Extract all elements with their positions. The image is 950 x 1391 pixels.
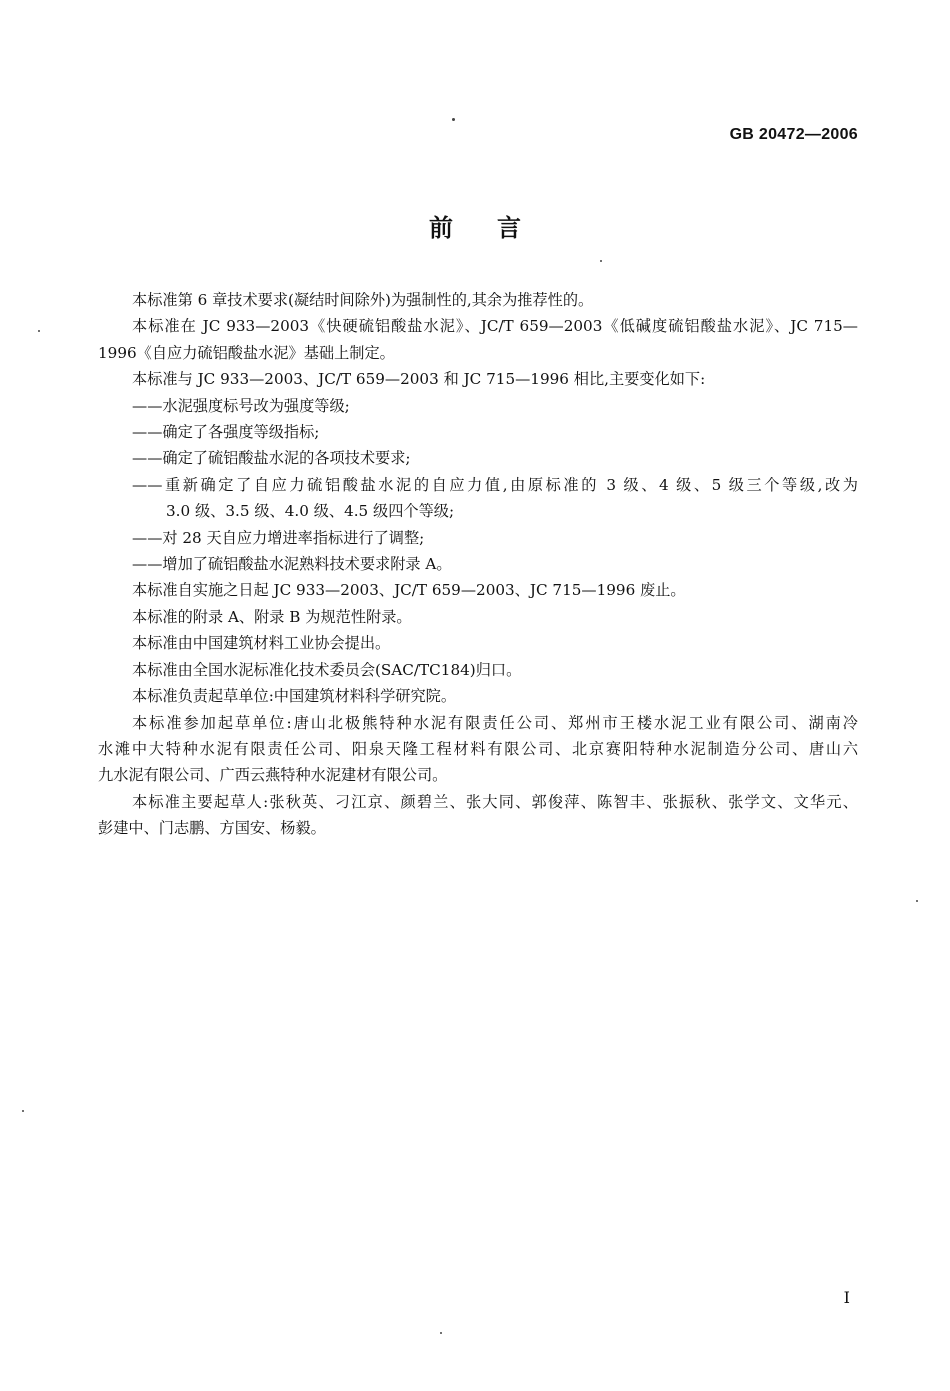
scan-speck (38, 330, 40, 332)
paragraph-annexes: 本标准的附录 A、附录 B 为规范性附录。 (132, 607, 412, 626)
page-title: 前言 (429, 214, 565, 242)
paragraph-lead-drafter: 本标准负责起草单位:中国建筑材料科学研究院。 (132, 687, 457, 706)
scan-speck (22, 1110, 24, 1112)
scan-speck (440, 1332, 442, 1334)
change-item-1: ——水泥强度标号改为强度等级; (132, 396, 350, 415)
document-code: GB 20472—2006 (729, 126, 858, 143)
change-item-3: ——确定了硫铝酸盐水泥的各项技术要求; (132, 449, 411, 468)
paragraph-participants-line-3: 九水泥有限公司、广西云燕特种水泥建材有限公司。 (98, 766, 448, 785)
paragraph-proposer: 本标准由中国建筑材料工业协会提出。 (132, 634, 391, 653)
change-item-4-line-2: 3.0 级、3.5 级、4.0 级、4.5 级四个等级; (166, 502, 455, 521)
change-item-6: ——增加了硫铝酸盐水泥熟料技术要求附录 A。 (132, 555, 452, 574)
paragraph-participants-line-2: 水滩中大特种水泥有限责任公司、阳泉天隆工程材料有限公司、北京赛阳特种水泥制造分公司、唐山六 (98, 739, 858, 758)
paragraph-supersedes: 本标准自实施之日起 JC 933—2003、JC/T 659—2003、JC 715—1996 废止。 (132, 581, 686, 600)
paragraph-participants-line-1: 本标准参加起草单位:唐山北极熊特种水泥有限责任公司、郑州市王楼水泥工业有限公司、湖南冷 (132, 713, 858, 732)
scan-speck (916, 900, 918, 902)
change-item-4-line-1: ——重新确定了自应力硫铝酸盐水泥的自应力值,由原标准的 3 级、4 级、5 级三个等级,改为 (132, 475, 858, 494)
paragraph-changes-intro: 本标准与 JC 933—2003、JC/T 659—2003 和 JC 715—1996 相比,主要变化如下: (132, 370, 706, 389)
scan-speck (452, 118, 455, 121)
change-item-2: ——确定了各强度等级指标; (132, 423, 320, 442)
scan-speck (600, 260, 602, 262)
paragraph-basis-line-2: 1996《自应力硫铝酸盐水泥》基础上制定。 (98, 343, 395, 362)
foreword-body (98, 287, 858, 842)
paragraph-basis-line-1: 本标准在 JC 933—2003《快硬硫铝酸盐水泥》、JC/T 659—2003《低碱度硫铝酸盐水泥》、JC 715— (132, 317, 858, 336)
page-number: I (843, 1288, 850, 1307)
change-item-5: ——对 28 天自应力增进率指标进行了调整; (132, 528, 425, 547)
paragraph-drafters-line-2: 彭建中、门志鹏、方国安、杨毅。 (98, 819, 326, 838)
paragraph-drafters-line-1: 本标准主要起草人:张秋英、刁江京、颜碧兰、张大同、郭俊萍、陈智丰、张振秋、张学文、文华元、 (132, 792, 858, 811)
paragraph-committee: 本标准由全国水泥标准化技术委员会(SAC/TC184)归口。 (132, 660, 522, 679)
paragraph-mandatory-scope: 本标准第 6 章技术要求(凝结时间除外)为强制性的,其余为推荐性的。 (132, 291, 594, 309)
